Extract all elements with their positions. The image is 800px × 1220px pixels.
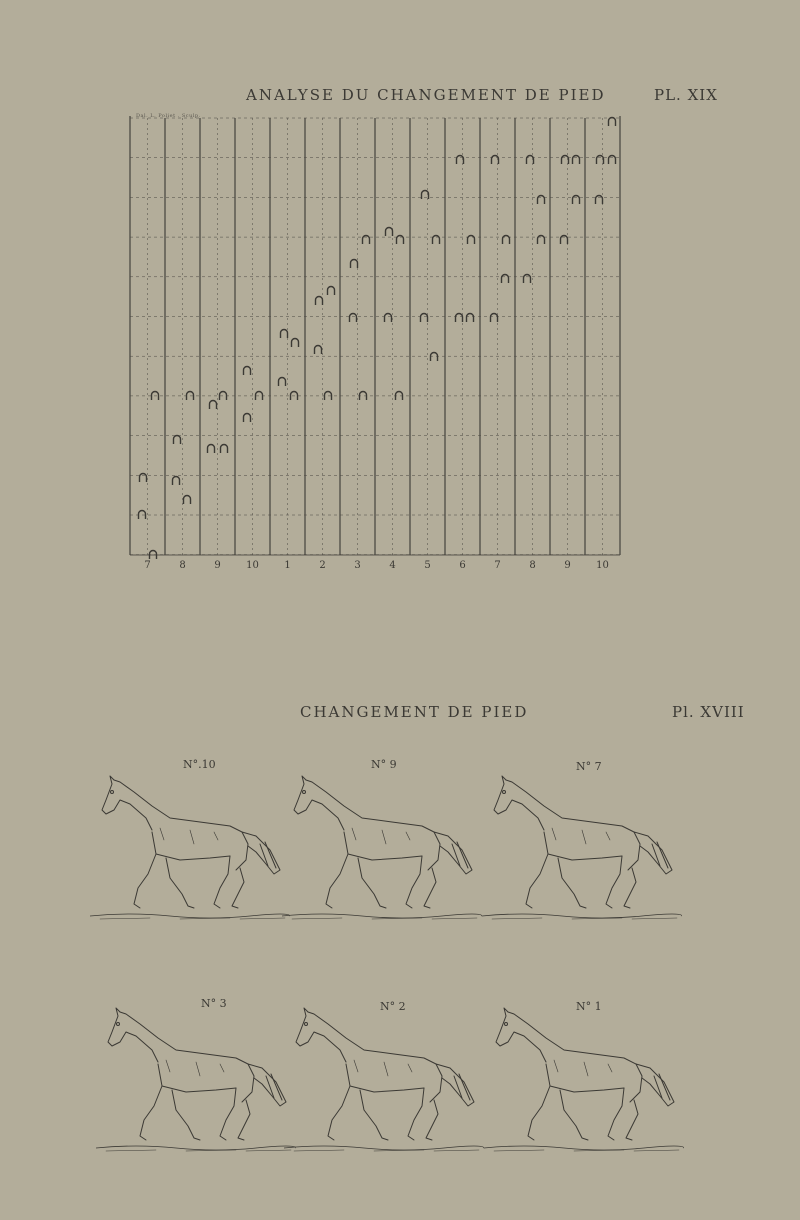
column-tick-label: 7 [494,560,501,571]
horse-label-2: N° 2 [380,1000,406,1013]
column-tick-label: 6 [459,560,466,571]
diagram-title: ANALYSE DU CHANGEMENT DE PIED [246,86,606,104]
diagram-plate-number: PL. XIX [654,86,718,104]
horse-illustration-1 [484,1002,684,1162]
horseshoe-icon [456,314,463,322]
horseshoe-icon [351,260,358,269]
horseshoe-icon [573,196,580,204]
horseshoe-icon [174,436,181,445]
horseshoe-icon [502,275,509,284]
horseshoe-icon [279,378,286,387]
horseshoe-icon [210,401,217,410]
column-tick-label: 9 [214,560,221,571]
horseshoe-icon [538,196,545,204]
horseshoe-icon [609,156,616,165]
column-tick-label: 5 [424,560,431,571]
horseshoe-icon [208,445,215,454]
horseshoe-icon [524,275,531,284]
horseshoe-icon [397,236,404,244]
horseshoe-icon [573,156,580,165]
horseshoe-icon [315,346,322,355]
horse-label-9: N° 9 [371,758,397,771]
horseshoe-icon [433,236,440,244]
column-tick-label: 3 [354,560,361,571]
column-tick-label: 8 [179,560,186,571]
horse-label-1: N° 1 [576,1000,602,1013]
horseshoe-marks [139,118,616,560]
horseshoe-icon [350,314,357,322]
horse-label-3: N° 3 [201,997,227,1010]
horseshoe-icon [244,414,251,423]
horseshoe-icon [596,196,603,204]
horse-label-10: N°.10 [183,758,216,771]
horse-label-7: N° 7 [576,760,602,773]
horseshoe-icon [609,118,616,126]
column-tick-label: 1 [284,560,291,571]
column-tick-label: 2 [319,560,326,571]
column-tick-label: 7 [144,560,151,571]
horseshoe-icon [363,236,370,244]
horse-illustration-3 [96,1002,296,1162]
horseshoe-icon [538,236,545,244]
column-tick-label: 4 [389,560,396,571]
horseshoe-icon [221,445,228,453]
horse-illustration-7 [482,770,682,930]
horseshoe-icon [316,297,323,306]
column-tick-label: 10 [246,560,259,571]
horseshoe-icon [244,367,251,376]
horseshoe-icon [328,287,335,296]
column-tick-labels [144,560,609,571]
horseshoe-icon [184,496,191,504]
engraver-signature: Dal. L. Poliet . Sculp. [136,113,201,119]
horseshoe-icon [491,314,498,322]
horse-illustration-2 [284,1002,484,1162]
horseshoe-icon [503,236,510,244]
figures-plate-number: Pl. XVIII [672,703,745,721]
figures-title: CHANGEMENT DE PIED [300,703,529,721]
horseshoe-icon [385,314,392,322]
horse-illustration-9 [282,770,482,930]
horseshoe-icon [431,353,438,362]
horseshoe-icon [468,236,475,244]
horseshoe-icon [281,330,288,339]
column-tick-label: 8 [529,560,536,571]
column-tick-label: 9 [564,560,571,571]
hoofprint-diagram [0,0,800,600]
horseshoe-icon [467,314,474,322]
horse-illustration-10 [90,770,290,930]
column-tick-label: 10 [596,560,609,571]
horseshoe-icon [421,314,428,322]
horseshoe-icon [386,228,393,237]
diagram-grid [130,116,620,555]
horseshoe-icon [292,339,299,348]
horseshoe-icon [561,236,568,244]
horseshoe-icon [173,477,180,485]
horseshoe-icon [140,474,147,482]
